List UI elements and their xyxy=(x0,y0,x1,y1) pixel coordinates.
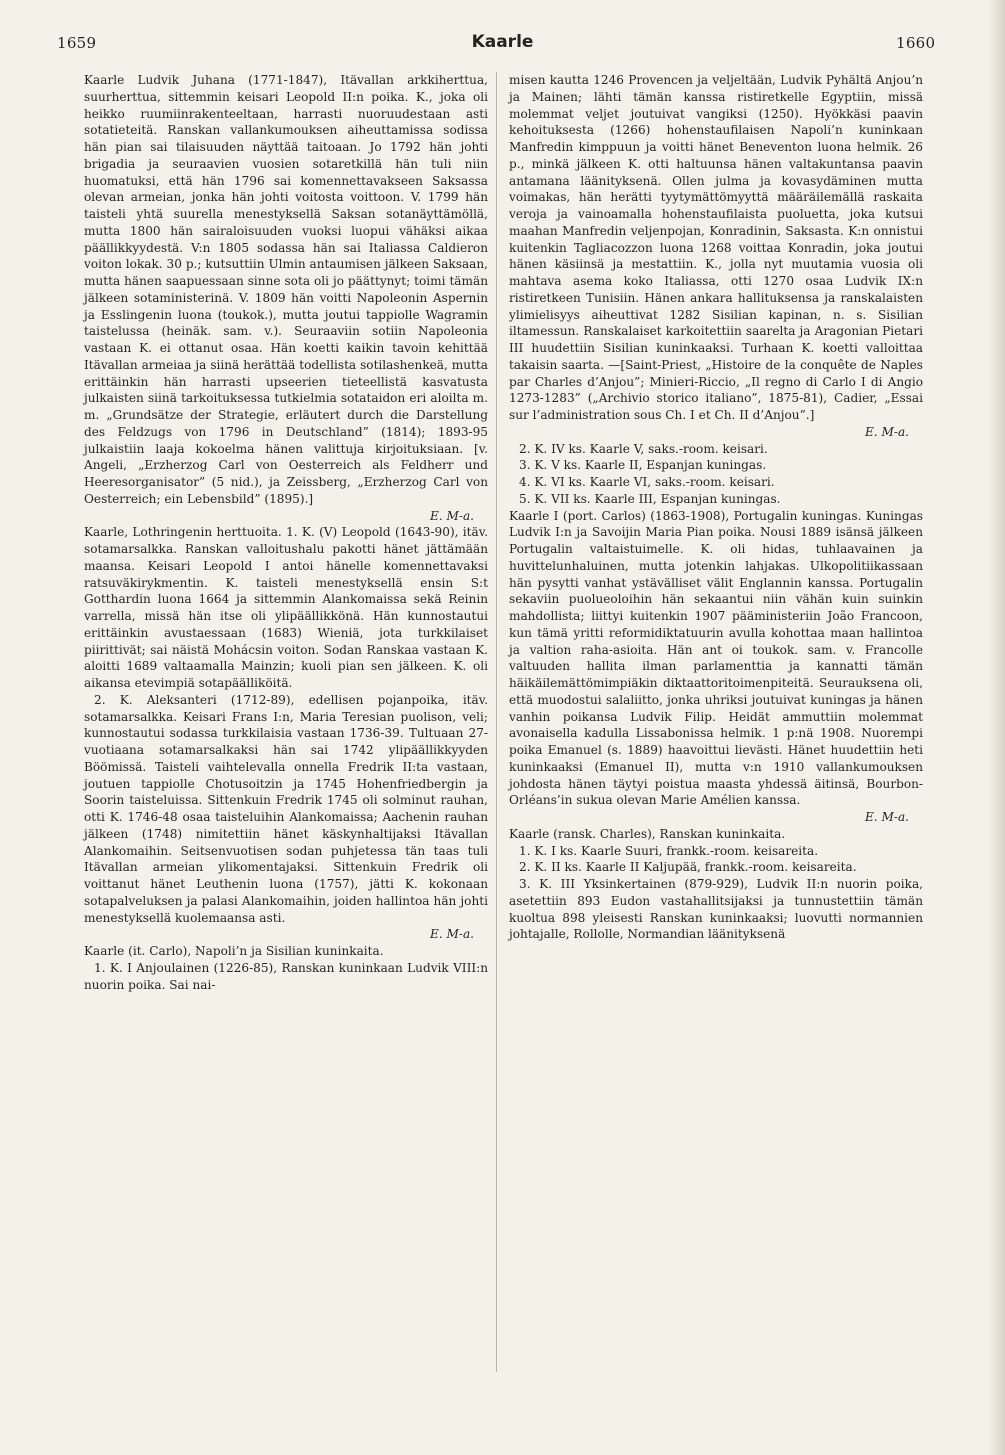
paragraph: Kaarle (ransk. Charles), Ranskan kuninkaita. xyxy=(509,826,786,841)
page-number-right: 1660 xyxy=(896,34,936,52)
paragraph: Kaarle Ludvik Juhana (1771-1847), Itävallan arkkiherttua, suurherttua, sittemmin keisari Leopold II:n poika. K., joka oli heikko ruumiinrakenteeltaan, harrasti nuoruudestaan asti sotatieteitä. Ranskan vallankumouksen aiheuttamissa sodissa hän pian sai tilaisuuden näyttää taitoaan. Jo 1792 hän johti brigadia ja seuraavien vuosien sotaretkillä hän tuli niin huomatuksi, että hän 1796 sai komennettavakseen Saksassa olevan armeian, jonka hän johti voitosta voittoon. V. 1799 hän taisteli yhtä suurella menestyksellä Saksan sotanäyttämöllä, mutta 1800 hän sairaloisuuden vuoksi luopui vähäksi aikaa päällikkyydestä. V:n 1805 sodassa hän sai Italiassa Caldieron voiton lokak. 30 p.; kutsuttiin Ulmin antaumisen jälkeen Saksaan, mutta hänen saapuessaan sinne sota oli jo päättynyt; toimi tämän jälkeen sotaministerinä. V. 1809 hän voitti Napoleonin Aspernin ja Esslingenin luona (toukok.), mutta joutui tappiolle Wagramin taistelussa (heinäk. sam. v.). Seuraaviin sotiin Napoleonia vastaan K. ei ottanut osaa. Hän koetti kaikin tavoin kehittää Itävallan armeiaa ja siinä herättää todellista sotilashenkeä, mutta erittäinkin hän harrasti upseerien tieteellistä kasvatusta julkaisten siinä tarkoituksessa tutkielmia sotataidon eri aloilta m. m. „Grundsätze der Strategie, erläutert durch die Darstellung des Feldzugs von 1796 in Deutschland” (1814); 1893-95 julkaistiin laaja kokoelma hänen valittuja kirjoituksiaan. [v. Angeli, „Erzherzog Carl von Oesterreich als Feldherr und Heeresorganisator” (5 nid.), ja Zeissberg, „Erzherzog Carl von Oesterreich; ein Lebensbild” (1895).] xyxy=(84,73,488,506)
page-edge-shadow xyxy=(988,0,1005,1455)
paragraph: 4. K. VI ks. Kaarle VI, saks.-room. keisari. xyxy=(519,475,775,489)
paragraph: misen kautta 1246 Provencen ja veljeltään, Ludvik Pyhältä Anjou’n ja Mainen; lähti tämän kanssa ristiretkelle Egyptiin, missä molemmat veljet joutuivat vangiksi (1250). Hyökkäsi paavin kehoituksesta (1266) hohenstaufilaisen Napoli’n kuninkaan Manfredin kimppuun ja voitti hänet Beneventon luona helmik. 26 p., minkä jälkeen K. otti haltuunsa hänen valtakuntansa paavin antamana läänityksenä. Ollen julma ja kovasydäminen mutta voimakas, hän herätti tyytymättömyyttä määräilemällä raskaita veroja ja vainoamalla hohenstaufilaista puoluetta, joka kutsui maahan Manfredin veljenpojan, Konradinin, Saksasta. K:n onnistui kuitenkin Tagliacozzon luona 1268 voittaa Konradin, joka joutui hänen käsiinsä ja mestattiin. K., jolla nyt muutamia vuosia oli mahtava asema koko Italiassa, otti 1270 osaa Ludvik IX:n ristiretkeen Tunisiin. Hänen ankara hallituksensa ja ranskalaisten ylimielisyys aiheuttivat 1282 Sisilian kapinan, n. s. Sisilian iltamessun. Ranskalaiset karkoitettiin saarelta ja Aragonian Pietari III huudettiin Sisilian kuninkaaksi. Turhaan K. koetti valloittaa takaisin saarta. —[Saint-Priest, „Histoire de la conquête de Naples par Charles d’Anjou”; Minieri-Riccio, „Il regno di Carlo I di Angio 1273-1283” („Archivio storico italiano”, 1875-81), Cadier, „Essai sur l’administration sous Ch. I et Ch. II d’Anjou”.] xyxy=(509,73,923,422)
paragraph: 1. K. I ks. Kaarle Suuri, frankk.-room. keisareita. xyxy=(519,843,819,858)
paragraph: Kaarle, Lothringenin herttuoita. 1. K. (V) Leopold (1643-90), itäv. sotamarsalkka. Ranskan valloitushalu pakotti hänet jättämään maansa. Keisari Leopold I antoi hänelle komennettavaksi ratsuväkirykmentin. K. taisteli menestyksellä ensin S:t Gotthardin luona 1664 ja sittemmin Alankomaissa sekä Reinin varrella, missä hän itse oli ylipäällikkönä. Hän kunnostautui erittäinkin avustaessaan (1683) Wieniä, jota turkkilaiset piirittivät; sai näistä Mohácsin voiton. Sodan Ranskaa vastaan K. aloitti 1689 valtaamalla Mainzin; kuoli pian sen jälkeen. K. oli aikansa etevimpiä sotapäälliköitä. xyxy=(84,525,488,690)
paragraph: Kaarle I (port. Carlos) (1863-1908), Portugalin kuningas. Kuningas Ludvik I:n ja Savoijin Maria Pian poika. Nousi 1889 isänsä jälkeen Portugalin valtaistuimelle. K. oli hidas, tuhlaavainen ja huvittelunhaluinen, mutta jotenkin lahjakas. Ulkopolitiikassaan hän pysytti vanhat ystävälliset välit Englannin kanssa. Portugalin sekaviin puolueoloihin hän sekaantui niin vähän kuin suinkin mahdollista; liittyi kuitenkin 1907 pääministeriin João Francoon, kun tämä yritti reformidiktatuurin avulla kohottaa maan hallintoa ja valtion raha-asioita. Hän ant oi toukok. sam. v. Francolle valtuuden hallita ilman parlamenttia ja kannatti tämän häikäilemättömimpiäkin diktaattoritoimenpiteitä. Seurauksena oli, että muodostui salaliitto, jonka uhriksi joutuivat kuningas ja hänen vanhin poikansa Ludvik Filip. Heidät ammuttiin molemmat avonaisella kadulla Lissabonissa helmik. 1 p:nä 1908. Nuorempi poika Emanuel (s. 1889) haavoittui lievästi. Hänet huudettiin heti kuninkaaksi (Emanuel II), mutta v:n 1910 vallankumouksen johdosta hänen täytyi poistua maasta yhdessä äitinsä, Bourbon-Orléans’in sukua olevan Marie Amélien kanssa. xyxy=(509,508,923,808)
left-column xyxy=(84,72,488,993)
right-column xyxy=(509,72,923,943)
page-number-left: 1659 xyxy=(57,34,97,52)
signature: E. M-a. xyxy=(429,508,474,523)
paragraph: 5. K. VII ks. Kaarle III, Espanjan kuningas. xyxy=(519,491,781,506)
paragraph: 3. K. III Yksinkertainen (879-929), Ludvik II:n nuorin poika, asetettiin 893 Eudon vastahallitsijaksi ja tunnustettiin tämän kuoltua 898 yleisesti Ranskan kuninkaaksi; luovutti normannien johtajalle, Rollolle, Normandian läänityksenä xyxy=(509,877,923,942)
paragraph: 3. K. V ks. Kaarle II, Espanjan kuningas. xyxy=(519,458,767,473)
signature: E. M-a. xyxy=(864,424,909,439)
signature: E. M-a. xyxy=(429,927,474,942)
paragraph: 2. K. II ks. Kaarle II Kaljupää, frankk.-room. keisareita. xyxy=(519,860,857,875)
column-divider xyxy=(496,72,497,1372)
paragraph: 2. K. Aleksanteri (1712-89), edellisen pojanpoika, itäv. sotamarsalkka. Keisari Frans I:n, Maria Teresian puolison, veli; kunnostautui sodassa turkkilaisia vastaan 1736-39. Tultuaan 27-vuotiaana sotamarsalkaksi hän sai 1742 ylipäällikkyyden Böömissä. Taisteli vaihtelevalla onnella Fredrik II:ta vastaan, joutuen tappiolle Chotusoitzin ja 1745 Hohenfriedbergin ja Soorin taisteluissa. Sittenkuin Fredrik 1745 oli solminut rauhan, otti K. 1746-48 osaa taisteluihin Alankomaissa; Aachenin rauhan jälkeen (1748) nimitettiin hänet käskynhaltijaksi Itävallan Alankomaihin. Seitsenvuotisen sodan puhjetessa tän taas tuli Itävallan armeian ylikomentajaksi. Sittenkuin Fredrik oli voittanut hänet Leuthenin luona (1757), jätti K. kokonaan sotapalveluksen ja palasi Alankomaihin, joiden hallintoa hän johti menestyksellä kuolemaansa asti. xyxy=(84,692,488,925)
paragraph: 2. K. IV ks. Kaarle V, saks.-room. keisari. xyxy=(519,441,768,456)
paragraph: Kaarle (it. Carlo), Napoli’n ja Sisilian kuninkaita. xyxy=(84,944,384,958)
running-head: Kaarle xyxy=(471,32,534,52)
paragraph: 1. K. I Anjoulainen (1226-85), Ranskan kuninkaan Ludvik VIII:n nuorin poika. Sai nai- xyxy=(84,960,488,992)
signature: E. M-a. xyxy=(864,810,909,824)
page-header xyxy=(0,0,1005,60)
